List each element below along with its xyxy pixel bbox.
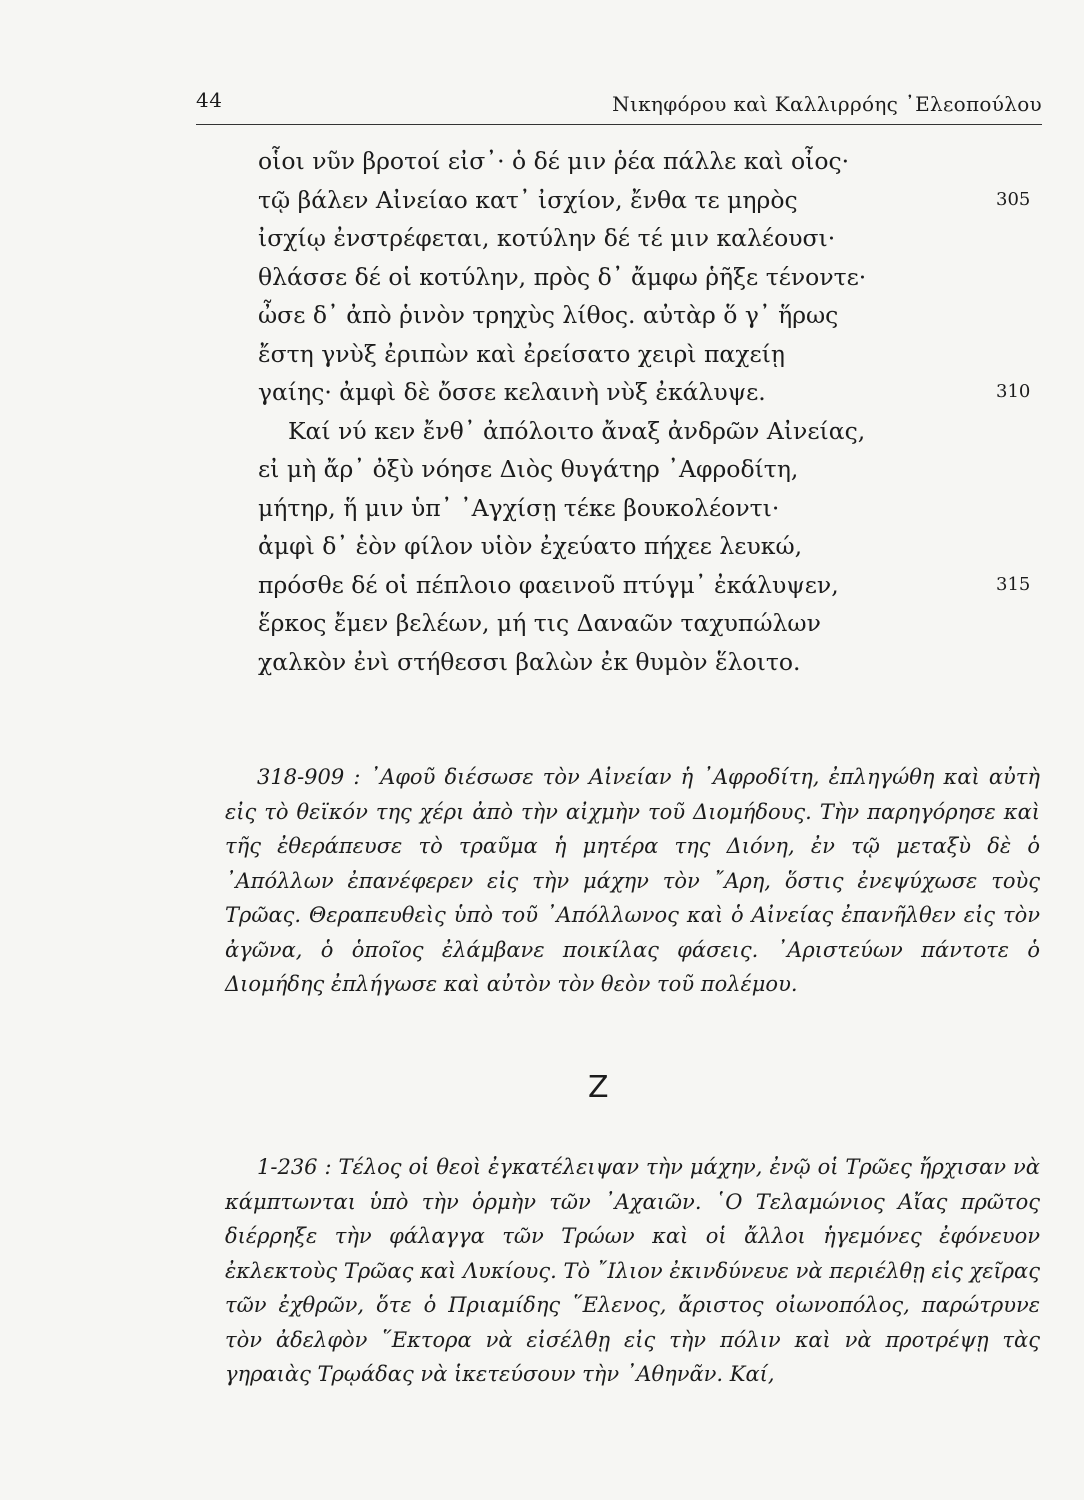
verse-line xyxy=(258,296,1048,335)
line-number: 315 xyxy=(996,573,1031,595)
verse-block xyxy=(258,142,1048,681)
verse-line xyxy=(258,566,1048,605)
verse-line xyxy=(258,181,1048,220)
verse-text: γαίης· ἀμφὶ δὲ ὄσσε κελαινὴ νὺξ ἐκάλυψε. xyxy=(258,378,766,406)
verse-text: ἀμφὶ δ᾽ ἑὸν φίλον υἱὸν ἐχεύατο πήχεε λευκώ, xyxy=(258,532,803,560)
verse-line xyxy=(258,489,1048,528)
verse-line xyxy=(258,643,1048,682)
verse-line xyxy=(258,412,1048,451)
commentary-block xyxy=(225,760,1040,1002)
section-letter: Ζ xyxy=(588,1070,609,1105)
verse-text: μήτηρ, ἥ μιν ὑπ᾽ ᾿Αγχίσῃ τέκε βουκολέοντι· xyxy=(258,493,780,522)
verse-line xyxy=(258,604,1048,643)
verse-line xyxy=(258,219,1048,258)
verse-text: χαλκὸν ἐνὶ στήθεσσι βαλὼν ἐκ θυμὸν ἕλοιτο. xyxy=(258,647,801,676)
verse-line xyxy=(258,450,1048,489)
verse-line xyxy=(258,258,1048,297)
verse-text: ὦσε δ᾽ ἀπὸ ῥινὸν τρηχὺς λίθος. αὐτὰρ ὅ γ᾽ ἥρως xyxy=(258,301,839,329)
verse-text: θλάσσε δέ οἱ κοτύλην, πρὸς δ᾽ ἄμφω ῥῆξε τένοντε· xyxy=(258,262,867,291)
verse-text: εἰ μὴ ἄρ᾽ ὀξὺ νόησε Διὸς θυγάτηρ ᾿Αφροδίτη, xyxy=(258,455,799,483)
page-header xyxy=(196,88,1042,124)
commentary-block-2 xyxy=(225,1150,1040,1392)
verse-line xyxy=(258,527,1048,566)
verse-line xyxy=(258,373,1048,412)
page-number: 44 xyxy=(196,88,223,112)
verse-text: ἔστη γνὺξ ἐριπὼν καὶ ἐρείσατο χειρὶ παχείῃ xyxy=(258,339,785,368)
commentary-paragraph: 318-909 : ᾿Αφοῦ διέσωσε τὸν Αἰνείαν ἡ ᾿Αφροδίτη, ἐπληγώθη καὶ αὐτὴ εἰς τὸ θεϊκόν της χέρι ἀπὸ τὴν αἰχμὴν τοῦ Διομήδους. Τὴν παρηγόρησε καὶ τῆς ἐθεράπευσε τὸ τραῦμα ἡ μητέρα της Διόνη, ἐν τῷ μεταξὺ δὲ ὁ ᾿Απόλλων ἐπανέφερεν εἰς τὴν μάχην τὸν ῎Αρη, ὅστις ἐνεψύχωσε τοὺς Τρῶας. Θεραπευθεὶς ὑπὸ τοῦ ᾿Απόλλωνος καὶ ὁ Αἰνείας ἐπανῆλθεν εἰς τὸν ἀγῶνα, ὁ ὁποῖος ἐλάμβανε ποικίλας φάσεις. ᾿Αριστεύων πάντοτε ὁ Διομήδης ἐπλήγωσε καὶ αὐτὸν τὸν θεὸν τοῦ πολέμου. xyxy=(225,765,1040,996)
running-head: Νικηφόρου καὶ Καλλιρρόης ᾿Ελεοπούλου xyxy=(612,92,1042,116)
verse-text: τῷ βάλεν Αἰνείαο κατ᾽ ἰσχίον, ἔνθα τε μηρὸς xyxy=(258,185,798,214)
verse-text: ἰσχίῳ ἐνστρέφεται, κοτύλην δέ τέ μιν καλέουσι· xyxy=(258,224,836,252)
commentary-paragraph-2: 1-236 : Τέλος οἱ θεοὶ ἐγκατέλειψαν τὴν μάχην, ἐνῷ οἱ Τρῶες ἤρχισαν νὰ κάμπτωνται ὑπὸ τὴν ὁρμὴν τῶν ᾿Αχαιῶν. ῾Ο Τελαμώνιος Αἴας πρῶτος διέρρηξε τὴν φάλαγγα τῶν Τρώων καὶ οἱ ἄλλοι ἡγεμόνες ἐφόνευον ἐκλεκτοὺς Τρῶας καὶ Λυκίους. Τὸ ῎Ιλιον ἐκινδύνευε νὰ περιέλθῃ εἰς χεῖρας τῶν ἐχθρῶν, ὅτε ὁ Πριαμίδης ῞Ελενος, ἄριστος οἰωνοπόλος, παρώτρυνε τὸν ἀδελφὸν ῞Εκτορα νὰ εἰσέλθῃ εἰς τὴν πόλιν καὶ νὰ προτρέψῃ τὰς γηραιὰς Τρῳάδας νὰ ἱκετεύσουν τὴν ᾿Αθηνᾶν. Καί, xyxy=(225,1155,1040,1386)
line-number: 310 xyxy=(996,381,1031,402)
verse-text: πρόσθε δέ οἱ πέπλοιο φαεινοῦ πτύγμ᾽ ἐκάλυψεν, xyxy=(258,570,839,599)
verse-line xyxy=(258,335,1048,374)
header-rule xyxy=(196,124,1042,125)
verse-text: Καί νύ κεν ἔνθ᾽ ἀπόλοιτο ἄναξ ἀνδρῶν Αἰνείας, xyxy=(288,416,866,445)
verse-text: οἷοι νῦν βροτοί εἰσ᾽· ὁ δέ μιν ῥέα πάλλε καὶ οἶος· xyxy=(258,147,850,175)
line-number: 305 xyxy=(996,188,1031,210)
verse-text: ἕρκος ἔμεν βελέων, μή τις Δαναῶν ταχυπώλων xyxy=(258,609,821,637)
verse-line xyxy=(258,142,1048,181)
